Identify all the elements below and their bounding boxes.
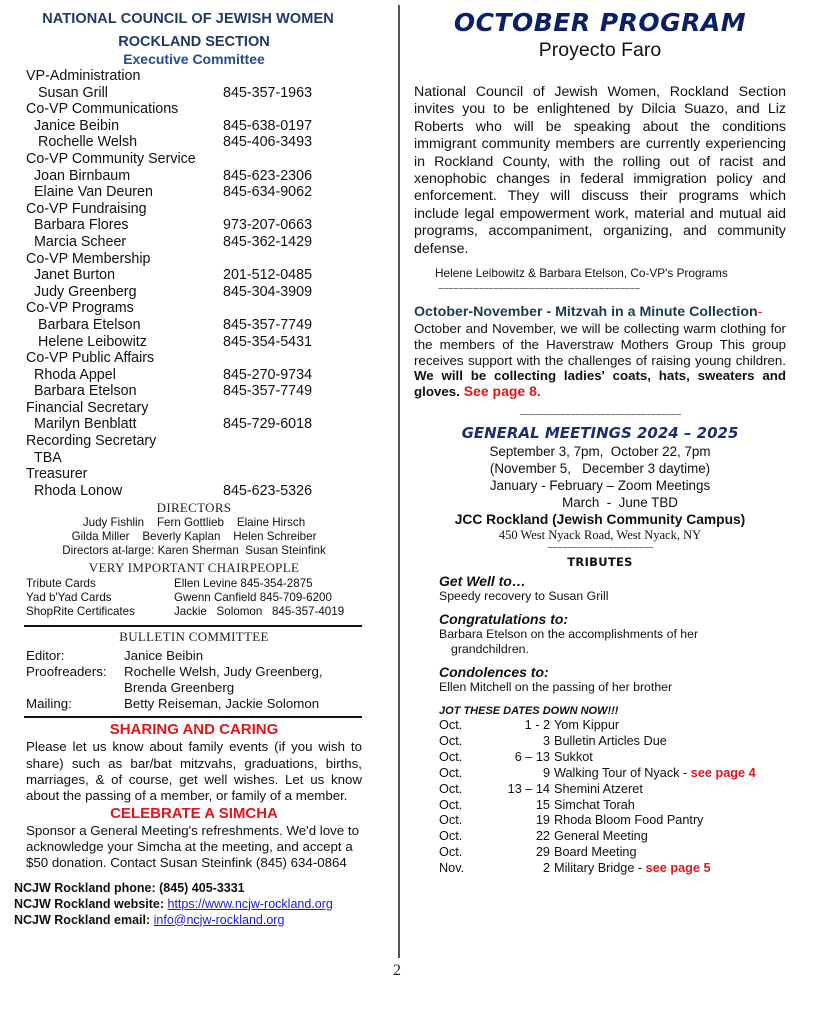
bulletin-role — [26, 680, 124, 696]
directors-line: Judy Fishlin Fern Gottlieb Elaine Hirsch — [82, 516, 306, 530]
exec-member-row — [26, 85, 362, 102]
vip-role: ShopRite Certificates — [26, 605, 135, 619]
website-label: NCJW Rockland website: — [14, 896, 168, 911]
bulletin-role: Mailing: — [26, 696, 72, 712]
date-month: Oct. — [439, 765, 463, 780]
date-day: 19 — [535, 813, 550, 828]
date-row — [439, 734, 786, 750]
date-event: Military Bridge - — [554, 861, 646, 876]
date-event: Rhoda Bloom Food Pantry — [554, 813, 704, 828]
directors-section — [26, 500, 362, 558]
mitzvah-body: October and November, we will be collecting warm clothing for the members of the Haverstraw Mothers Group This group receives support with the challenges of raising young children. — [414, 321, 786, 368]
page-number: 2 — [393, 962, 401, 979]
exec-member-phone: 845-357-7749 — [223, 316, 313, 333]
contact-phone: NCJW Rockland phone: (845) 405-3331 — [14, 880, 245, 895]
date-month: Oct. — [439, 845, 463, 860]
date-month: Oct. — [439, 813, 463, 828]
date-day: 22 — [535, 829, 550, 844]
date-row — [439, 798, 786, 814]
exec-member-phone: 845-357-7749 — [223, 383, 313, 400]
exec-member-row — [26, 217, 362, 234]
exec-member-phone: 845-623-2306 — [223, 167, 313, 184]
exec-member-name: Joan Birnbaum — [34, 167, 131, 184]
program-signature: Helene Leibowitz & Barbara Etelson, Co-VP's Programs — [435, 266, 728, 281]
tribute-get-well — [414, 573, 786, 604]
date-event: Yom Kippur — [554, 718, 620, 733]
exec-office-title: Co-VP Fundraising — [26, 200, 147, 217]
exec-office-title: Co-VP Public Affairs — [26, 350, 155, 367]
vip-row — [26, 591, 362, 605]
vip-person: Ellen Levine 845-354-2875 — [174, 577, 313, 591]
vip-chairpeople-section — [26, 560, 362, 619]
date-row — [439, 750, 786, 766]
exec-member-phone: 845-270-9734 — [223, 366, 313, 383]
mitzvah-heading-dash: - — [757, 304, 763, 321]
vip-row — [26, 605, 362, 619]
exec-office-title: Co-VP Programs — [26, 300, 134, 317]
exec-member-row — [26, 367, 362, 384]
date-event: Board Meeting — [554, 845, 637, 860]
exec-member-name: Barbara Etelson — [38, 316, 141, 333]
date-event: Walking Tour of Nyack - — [554, 765, 691, 780]
mitzvah-text — [414, 321, 786, 400]
website-link[interactable]: https://www.ncjw-rockland.org — [167, 896, 333, 911]
mitzvah-heading-text: October-November - Mitzvah in a Minute Collection — [414, 304, 758, 321]
sharing-caring-heading: SHARING AND CARING — [109, 721, 279, 739]
exec-member-row — [26, 267, 362, 284]
date-row — [439, 718, 786, 734]
celebrate-simcha-text: Sponsor a General Meeting's refreshments. We'd love to acknowledge your Simcha at the meeting, and accept a $50 donation. Contact Susan Steinfink (845) 634-0864 — [26, 822, 359, 871]
date-month: Oct. — [439, 733, 463, 748]
sharing-caring-text: Please let us know about family events (if you wish to share) such as bar/bat mitzvahs, graduations, births, marriages, & of course, get well wishes. Let us know about the passing of a member, or family of a member. — [26, 739, 362, 804]
exec-office-title: Financial Secretary — [26, 399, 149, 416]
date-row — [439, 782, 786, 798]
exec-member-name: Rhoda Appel — [34, 366, 116, 383]
dates-heading: JOT THESE DATES DOWN NOW!!! — [439, 705, 619, 718]
exec-office-title: Co-VP Communications — [26, 101, 179, 118]
contact-info — [14, 880, 362, 928]
exec-member-row — [26, 134, 362, 151]
date-month: Oct. — [439, 829, 463, 844]
important-dates-list — [414, 704, 786, 877]
org-name-heading: NATIONAL COUNCIL OF JEWISH WOMEN — [42, 11, 334, 27]
exec-member-name: Marilyn Benblatt — [34, 416, 137, 433]
exec-member-row — [26, 334, 362, 351]
bulletin-names: Brenda Greenberg — [124, 680, 235, 696]
tribute-heading: Get Well to… — [439, 573, 526, 590]
exec-member-row — [26, 450, 362, 467]
tribute-congratulations — [414, 611, 786, 657]
bulletin-row — [26, 696, 362, 712]
exec-office-title: Treasurer — [26, 466, 88, 483]
vip-person: Gwenn Canfield 845-709-6200 — [174, 591, 332, 605]
date-row — [439, 766, 786, 782]
exec-member-row — [26, 234, 362, 251]
exec-office-title: Co-VP Community Service — [26, 150, 196, 167]
exec-member-phone: 845-623-5326 — [223, 482, 313, 499]
date-month: Nov. — [439, 861, 465, 876]
bulletin-row — [26, 664, 362, 680]
date-day: 29 — [535, 845, 550, 860]
october-program-title: OCTOBER PROGRAM — [453, 8, 747, 37]
exec-member-row — [26, 383, 362, 400]
date-day: 3 — [542, 733, 550, 748]
contact-email-line — [14, 912, 362, 928]
date-day: 2 — [542, 861, 550, 876]
meeting-address: 450 West Nyack Road, West Nyack, NY — [498, 528, 702, 543]
exec-member-name: Elaine Van Deuren — [34, 184, 153, 201]
directors-heading: DIRECTORS — [156, 500, 232, 516]
section-heading: ROCKLAND SECTION — [118, 34, 270, 50]
tribute-condolences — [414, 664, 786, 695]
exec-member-name: Helene Leibowitz — [38, 333, 147, 350]
exec-member-name: Barbara Etelson — [34, 383, 137, 400]
contact-website-line — [14, 896, 362, 912]
vip-role: Tribute Cards — [26, 577, 96, 591]
date-day: 9 — [542, 765, 550, 780]
left-column — [14, 10, 362, 928]
mitzvah-bold-text: We will be collecting ladies' coats, hats, sweaters and gloves. — [414, 368, 786, 400]
meeting-venue: JCC Rockland (Jewish Community Campus) — [454, 512, 746, 528]
vip-person: Jackie Solomon 845-357-4019 — [174, 605, 345, 619]
date-row — [439, 861, 786, 877]
exec-member-phone: 845-634-9062 — [223, 184, 313, 201]
exec-member-name: Janet Burton — [34, 267, 116, 284]
directors-at-large-line: Directors at-large: Karen Sherman Susan Steinfink — [62, 544, 326, 558]
exec-member-phone: 973-207-0663 — [223, 217, 313, 234]
tilde-separator: ~~~~~~~~~~~~~~~~~~~~~~~~~~~~~~~~~~~~~~~~ — [438, 284, 640, 296]
date-event: General Meeting — [554, 829, 648, 844]
tribute-heading: Congratulations to: — [439, 611, 569, 628]
exec-member-row — [26, 317, 362, 334]
meeting-dates-line: September 3, 7pm, October 22, 7pm — [489, 444, 711, 460]
bulletin-names: Rochelle Welsh, Judy Greenberg, — [124, 664, 323, 680]
right-column — [414, 8, 786, 877]
exec-office-title: Co-VP Membership — [26, 250, 151, 267]
exec-member-phone: 845-357-1963 — [223, 84, 313, 101]
celebrate-simcha-heading: CELEBRATE A SIMCHA — [110, 804, 278, 822]
date-month: Oct. — [439, 718, 463, 733]
meeting-dates-line: January - February – Zoom Meetings — [489, 478, 711, 494]
date-month: Oct. — [439, 781, 463, 796]
tribute-text — [439, 627, 786, 657]
bulletin-names: Janice Beibin — [124, 648, 204, 664]
tribute-text-continued: grandchildren. — [451, 642, 529, 657]
exec-office-title: Recording Secretary — [26, 433, 157, 450]
bulletin-row — [26, 648, 362, 664]
tribute-text-line: Barbara Etelson on the accomplishments of her — [439, 627, 699, 642]
exec-member-phone: 845-304-3909 — [223, 283, 313, 300]
meeting-dates-line: March - June TBD — [562, 495, 678, 511]
tribute-text: Speedy recovery to Susan Grill — [439, 589, 609, 604]
exec-member-name: Judy Greenberg — [34, 283, 137, 300]
bulletin-row — [26, 680, 362, 696]
bulletin-heading: BULLETIN COMMITTEE — [119, 629, 269, 645]
exec-member-row — [26, 284, 362, 301]
exec-member-name: Barbara Flores — [34, 217, 129, 234]
column-divider — [398, 5, 400, 958]
exec-member-name: Marcia Scheer — [34, 233, 127, 250]
date-month: Oct. — [439, 749, 463, 764]
program-subtitle: Proyecto Faro — [538, 39, 662, 61]
tribute-text: Ellen Mitchell on the passing of her brother — [439, 680, 673, 695]
program-description: National Council of Jewish Women, Rockland Section invites you to be enlightened by Dilcia Suazo, and Liz Roberts who will be speaking about the conditions immigrant community members are currently experiencing in Rockland County, with the rolling out of racist and xenophobic changes in federal immigration policy and enforcement. They will discuss their programs which include legal empowerment work, material and mutual aid programs, accompaniment, organizing, and community defense. — [414, 84, 786, 257]
exec-member-phone: 845-729-6018 — [223, 416, 313, 433]
exec-member-phone: 845-638-0197 — [223, 117, 313, 134]
date-month: Oct. — [439, 797, 463, 812]
date-see-page-note: see page 5 — [645, 861, 711, 876]
mitzvah-heading — [414, 304, 786, 321]
bulletin-role: Editor: — [26, 648, 65, 664]
vip-row — [26, 577, 362, 591]
date-day: 1 - 2 — [524, 718, 550, 733]
exec-member-phone: 845-406-3493 — [223, 134, 313, 151]
bulletin-names: Betty Reiseman, Jackie Solomon — [124, 696, 320, 712]
exec-member-name: TBA — [34, 449, 62, 466]
exec-member-phone: 201-512-0485 — [223, 267, 313, 284]
email-link[interactable]: info@ncjw-rockland.org — [153, 912, 285, 927]
vip-heading: VERY IMPORTANT CHAIRPEOPLE — [88, 560, 300, 576]
general-meetings-title: GENERAL MEETINGS 2024 – 2025 — [461, 424, 739, 443]
section-divider — [24, 625, 362, 627]
section-divider — [24, 716, 362, 718]
exec-member-row — [26, 483, 362, 500]
date-day: 13 – 14 — [507, 781, 550, 796]
committee-heading: Executive Committee — [123, 51, 265, 67]
meeting-dates-line: (November 5, December 3 daytime) — [489, 461, 711, 477]
date-see-page-note: see page 4 — [690, 765, 756, 780]
exec-office-title: VP-Administration — [26, 68, 141, 84]
exec-member-name: Janice Beibin — [34, 117, 120, 134]
tilde-separator: ~~~~~~~~~~~~~~~~~~~~~~~~~~~~~~~~ — [519, 410, 681, 422]
mitzvah-see-page-link: See page 8. — [459, 383, 541, 400]
date-row — [439, 845, 786, 861]
date-row — [439, 829, 786, 845]
exec-member-name: Rhoda Lonow — [34, 482, 123, 499]
date-event: Sukkot — [554, 749, 593, 764]
exec-member-name: Susan Grill — [38, 84, 108, 101]
bulletin-role: Proofreaders: — [26, 664, 107, 680]
date-row — [439, 813, 786, 829]
exec-member-row — [26, 118, 362, 135]
bulletin-committee-section — [26, 629, 362, 712]
exec-member-phone: 845-354-5431 — [223, 333, 313, 350]
date-day: 15 — [535, 797, 550, 812]
exec-member-row — [26, 168, 362, 185]
date-event: Simchat Torah — [554, 797, 635, 812]
email-label: NCJW Rockland email: — [14, 912, 154, 927]
date-event: Bulletin Articles Due — [554, 733, 667, 748]
tributes-heading: TRIBUTES — [567, 555, 633, 570]
exec-member-row — [26, 416, 362, 433]
vip-role: Yad b'Yad Cards — [26, 591, 112, 605]
date-day: 6 – 13 — [514, 749, 550, 764]
exec-member-name: Rochelle Welsh — [38, 134, 138, 151]
tilde-separator: ~~~~~~~~~~~~~~~~~~~~~ — [547, 543, 653, 555]
executive-committee-list — [26, 68, 362, 499]
tribute-heading: Condolences to: — [439, 664, 549, 681]
date-event: Shemini Atzeret — [554, 781, 643, 796]
exec-member-row — [26, 184, 362, 201]
directors-line: Gilda Miller Beverly Kaplan Helen Schreiber — [71, 530, 317, 544]
exec-member-phone: 845-362-1429 — [223, 233, 313, 250]
